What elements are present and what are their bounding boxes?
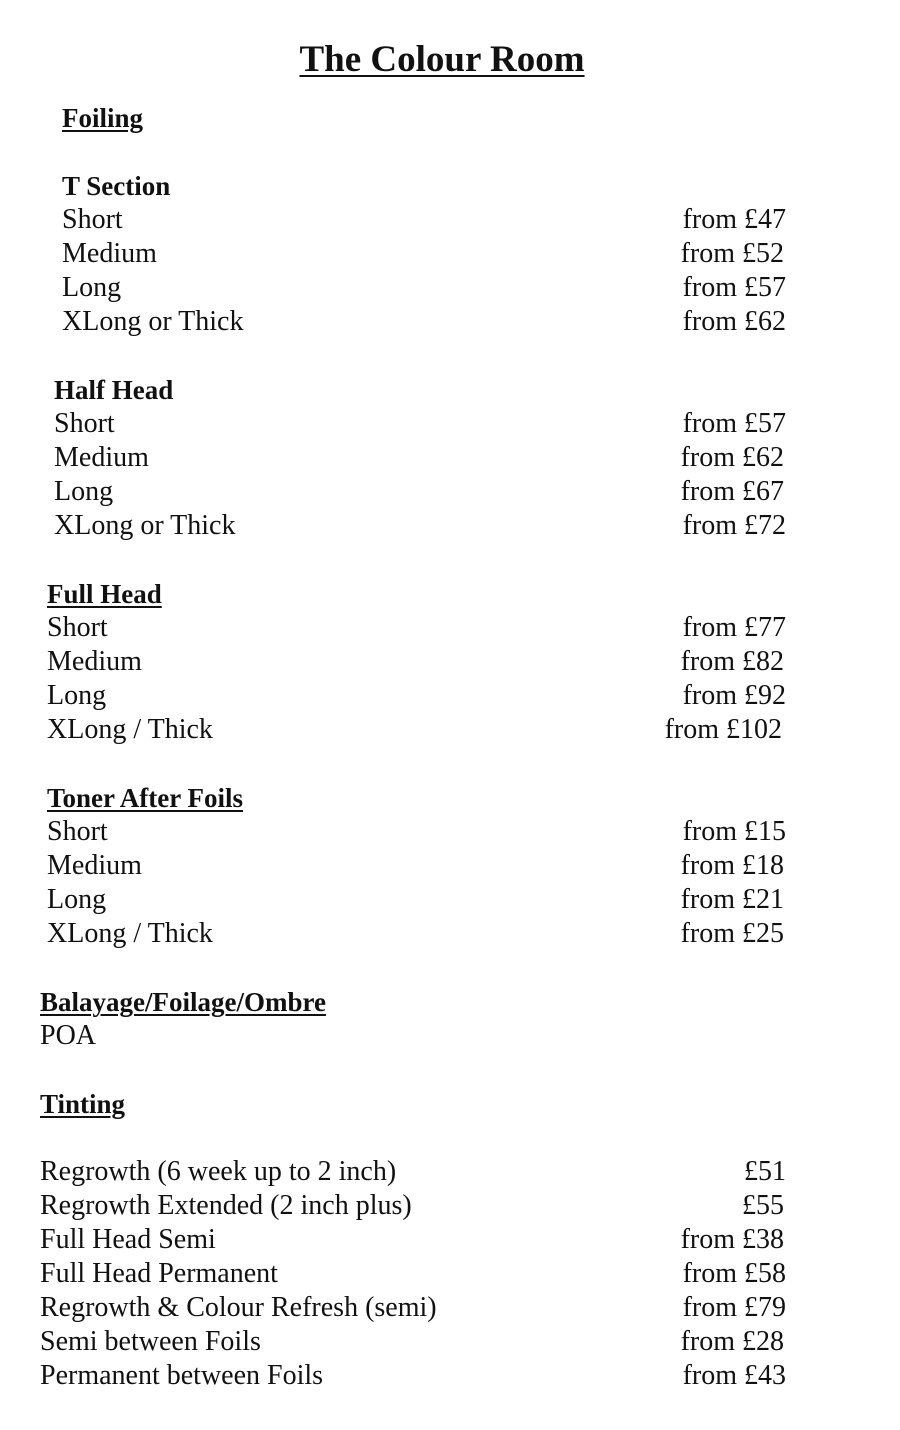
price-row xyxy=(47,849,784,883)
full-head-heading: Full Head xyxy=(47,579,162,609)
price-row xyxy=(40,1291,786,1325)
page-title: The Colour Room xyxy=(299,39,585,80)
tinting-heading: Tinting xyxy=(40,1089,126,1119)
service-label: Medium xyxy=(47,646,142,677)
service-label: Full Head Semi xyxy=(40,1224,216,1255)
service-label: XLong or Thick xyxy=(54,510,236,541)
price-row xyxy=(54,475,784,509)
service-price: from £15 xyxy=(682,816,786,847)
service-price: from £62 xyxy=(680,442,784,473)
service-price: from £77 xyxy=(682,612,786,643)
price-row xyxy=(62,271,786,305)
toner-heading: Toner After Foils xyxy=(47,783,244,813)
price-row xyxy=(62,237,784,271)
balayage-heading: Balayage/Foilage/Ombre xyxy=(40,987,326,1017)
service-price: from £21 xyxy=(680,884,784,915)
service-label: Long xyxy=(47,680,107,711)
service-price: from £38 xyxy=(680,1224,784,1255)
price-row xyxy=(47,679,786,713)
service-label: Short xyxy=(54,408,115,439)
half-head-heading: Half Head xyxy=(54,375,174,405)
service-price: from £67 xyxy=(680,476,784,507)
service-price: from £52 xyxy=(680,238,784,269)
service-price: from £28 xyxy=(680,1326,784,1357)
service-label: Full Head Permanent xyxy=(40,1258,278,1289)
service-label: Medium xyxy=(54,442,149,473)
service-price: from £82 xyxy=(680,646,784,677)
service-price: from £43 xyxy=(682,1360,786,1391)
service-label: XLong or Thick xyxy=(62,306,244,337)
service-price: from £79 xyxy=(682,1292,786,1323)
price-row xyxy=(62,203,786,237)
service-label: Long xyxy=(47,884,107,915)
service-price: from £25 xyxy=(680,918,784,949)
price-row xyxy=(47,713,782,747)
balayage-poa: POA xyxy=(40,1020,97,1051)
price-row xyxy=(54,407,786,441)
t-section-heading: T Section xyxy=(62,171,171,201)
price-row xyxy=(47,645,784,679)
price-row xyxy=(47,815,786,849)
price-row xyxy=(40,1155,786,1189)
service-price: from £18 xyxy=(680,850,784,881)
foiling-heading: Foiling xyxy=(62,103,144,133)
price-row xyxy=(54,441,784,475)
service-label: Short xyxy=(47,612,108,643)
service-label: Short xyxy=(62,204,123,235)
service-label: Semi between Foils xyxy=(40,1326,261,1357)
service-price: from £47 xyxy=(682,204,786,235)
service-price: from £57 xyxy=(682,272,786,303)
price-row xyxy=(54,509,786,543)
service-price: from £102 xyxy=(664,714,782,745)
price-row xyxy=(40,1325,784,1359)
service-price: from £92 xyxy=(682,680,786,711)
service-price: from £58 xyxy=(682,1258,786,1289)
price-row xyxy=(47,611,786,645)
service-price: from £72 xyxy=(682,510,786,541)
price-row xyxy=(40,1257,786,1291)
service-label: XLong / Thick xyxy=(47,918,213,949)
price-row xyxy=(47,917,784,951)
price-row xyxy=(40,1223,784,1257)
price-row xyxy=(47,883,784,917)
service-label: Regrowth Extended (2 inch plus) xyxy=(40,1190,412,1221)
service-price: £51 xyxy=(744,1156,786,1187)
service-label: Long xyxy=(62,272,122,303)
price-row xyxy=(62,305,786,339)
service-label: Regrowth (6 week up to 2 inch) xyxy=(40,1156,397,1187)
service-label: Long xyxy=(54,476,114,507)
service-price: £55 xyxy=(742,1190,784,1221)
service-label: Medium xyxy=(47,850,142,881)
service-label: Regrowth & Colour Refresh (semi) xyxy=(40,1292,437,1323)
service-price: from £57 xyxy=(682,408,786,439)
price-row xyxy=(40,1189,784,1223)
price-row xyxy=(40,1359,786,1393)
service-label: Permanent between Foils xyxy=(40,1360,324,1391)
service-label: XLong / Thick xyxy=(47,714,213,745)
service-label: Short xyxy=(47,816,108,847)
service-price: from £62 xyxy=(682,306,786,337)
service-label: Medium xyxy=(62,238,157,269)
